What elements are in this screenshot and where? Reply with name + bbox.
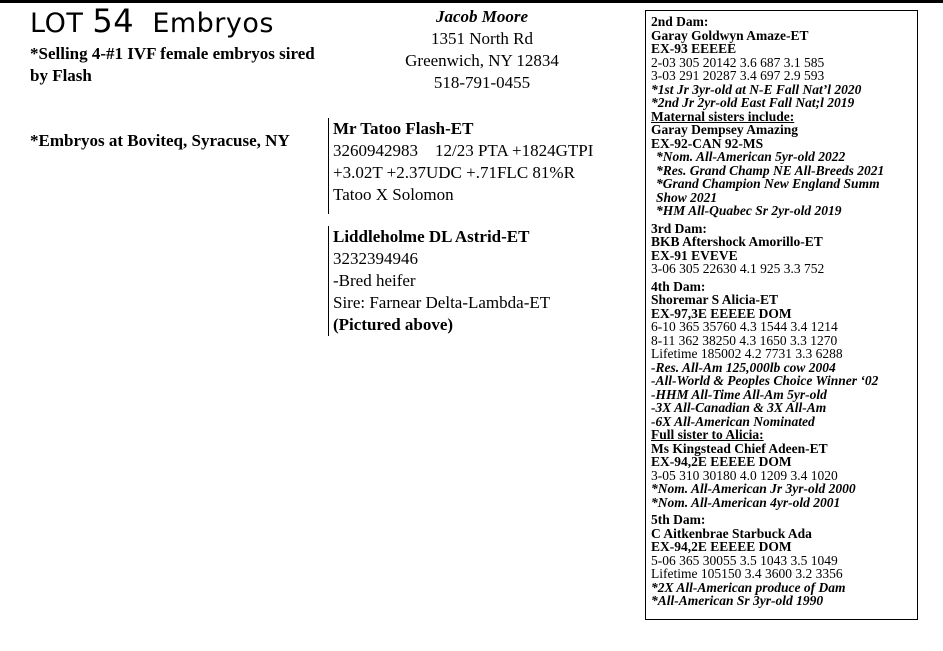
dam-detail-line: Sire: Farnear Delta-Lambda-ET — [333, 293, 551, 312]
top-rule — [0, 0, 943, 3]
pedigree-box — [645, 10, 918, 620]
lot-title — [30, 4, 274, 41]
sire-name: Mr Tatoo Flash-ET — [333, 119, 474, 138]
pedigree-line: Full sister to Alicia: — [651, 427, 764, 442]
pedigree-line: -All-World & Peoples Choice Winner ‘02 — [651, 373, 879, 388]
pedigree-line: *All-American Sr 3yr-old 1990 — [651, 593, 824, 608]
lot-suffix: Embryos — [152, 8, 274, 39]
pedigree-line: EX-91 EVEVE — [651, 247, 738, 263]
pedigree-line: -HHM All-Time All-Am 5yr-old — [651, 386, 827, 402]
embryo-location: *Embryos at Boviteq, Syracuse, NY — [30, 131, 290, 150]
sire-detail-line: 3260942983 12/23 PTA +1824GTPI — [333, 141, 594, 160]
pedigree-line: BKB Aftershock Amorillo-ET — [651, 234, 823, 249]
pedigree-line: EX-92-CAN 92-MS — [651, 135, 764, 151]
pedigree-line: 5-06 365 30055 3.5 1043 3.5 1049 — [651, 552, 838, 568]
owner-city: Greenwich, NY 12834 — [405, 51, 559, 70]
pedigree-line: *Nom. All-American 4yr-old 2001 — [651, 494, 841, 510]
sire-detail-line: +3.02T +2.37UDC +.71FLC 81%R — [333, 163, 575, 182]
owner-name: Jacob Moore — [435, 7, 529, 26]
pedigree-line: -Res. All-Am 125,000lb cow 2004 — [651, 359, 836, 375]
pedigree-line: Lifetime 105150 3.4 3600 3.2 3356 — [651, 566, 843, 581]
pedigree-line: *1st Jr 3yr-old at N-E Fall Nat’l 2020 — [651, 81, 862, 97]
pedigree-line: Maternal sisters include: — [651, 108, 795, 124]
pedigree-line: C Aitkenbrae Starbuck Ada — [651, 525, 812, 541]
pedigree-line: *2X All-American produce of Dam — [651, 579, 846, 595]
pedigree-line: EX-97,3E EEEEE DOM — [651, 305, 792, 321]
pedigree-line: *Nom. All-American 5yr-old 2022 — [656, 149, 846, 164]
pedigree-line: -6X All-American Nominated — [651, 413, 815, 429]
lot-number: 54 — [92, 2, 135, 40]
owner-street: 1351 North Rd — [431, 29, 533, 48]
pedigree-line: *Res. Grand Champ NE All-Breeds 2021 — [656, 162, 885, 178]
dam-detail-line: -Bred heifer — [333, 271, 416, 290]
pedigree-line: *HM All-Quabec Sr 2yr-old 2019 — [656, 203, 842, 218]
pedigree-line: *2nd Jr 2yr-old East Fall Nat;l 2019 — [651, 95, 855, 110]
pedigree-line: 6-10 365 35760 4.3 1544 3.4 1214 — [651, 319, 838, 334]
sire-detail-line: Tatoo X Solomon — [333, 185, 454, 204]
pedigree-line: 4th Dam: — [651, 278, 706, 294]
pedigree-line: Garay Dempsey Amazing — [651, 122, 798, 137]
pedigree-line: 2-03 305 20142 3.6 687 3.1 585 — [651, 54, 825, 70]
owner-phone: 518-791-0455 — [433, 73, 531, 92]
pictured-note: (Pictured above) — [333, 315, 454, 334]
pedigree-line: EX-94,2E EEEEE DOM — [651, 454, 792, 469]
pedigree-line: EX-93 EEEEE — [651, 41, 737, 56]
pedigree-line: 2nd Dam: — [651, 14, 709, 29]
pedigree-line: 3-03 291 20287 3.4 697 2.9 593 — [651, 68, 825, 83]
selling-description: *Selling 4-#1 IVF female embryos sired by Flash — [30, 44, 315, 85]
pedigree-line: Garay Goldwyn Amaze-ET — [651, 27, 809, 43]
pedigree-line: 5th Dam: — [651, 512, 706, 527]
dam-name: Liddleholme DL Astrid-ET — [333, 227, 530, 246]
pedigree-line: EX-94,2E EEEEE DOM — [651, 539, 792, 554]
pedigree-line: 8-11 362 38250 4.3 1650 3.3 1270 — [651, 332, 838, 348]
pedigree-line: Shoremar S Alicia-ET — [651, 292, 779, 307]
pedigree-line: 3-05 310 30180 4.0 1209 3.4 1020 — [651, 467, 838, 483]
pedigree-line: -3X All-Canadian & 3X All-Am — [651, 400, 827, 415]
owner-contact — [382, 6, 582, 94]
pedigree-line: Show 2021 — [656, 189, 718, 205]
dam-detail-line: 3232394946 — [333, 249, 418, 268]
lot-prefix: LOT — [30, 8, 84, 39]
pedigree-line: Ms Kingstead Chief Adeen-ET — [651, 440, 828, 456]
pedigree-line: *Grand Champion New England Summ — [656, 176, 880, 191]
pedigree-line: Lifetime 185002 4.2 7731 3.3 6288 — [651, 346, 843, 361]
pedigree-line: 3rd Dam: — [651, 220, 707, 236]
dam-info — [328, 226, 550, 336]
pedigree-line: *Nom. All-American Jr 3yr-old 2000 — [651, 481, 856, 496]
pedigree-line: 3-06 305 22630 4.1 925 3.3 752 — [651, 261, 825, 276]
sire-info — [328, 118, 593, 214]
